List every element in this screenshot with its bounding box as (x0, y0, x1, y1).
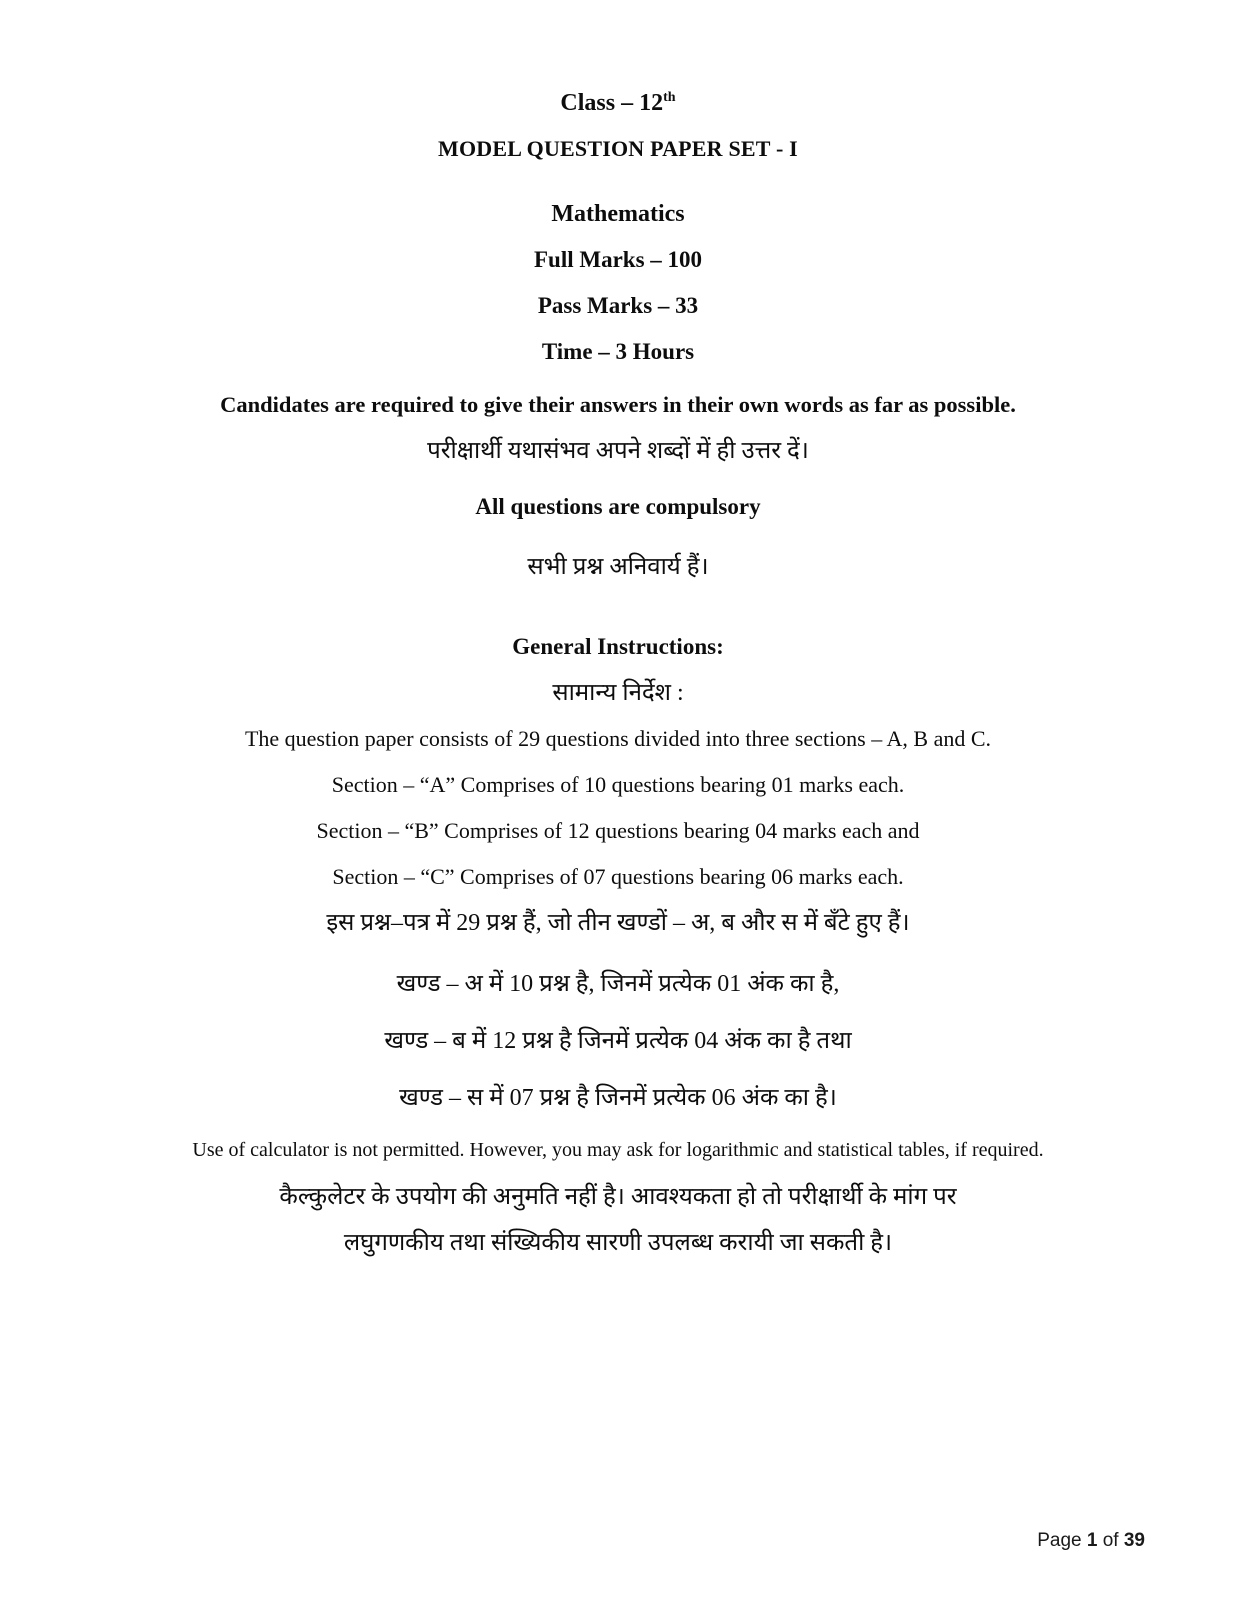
general-instructions-heading-en: General Instructions: (512, 634, 724, 659)
compulsory-note-hi: सभी प्रश्न अनिवार्य हैं। (527, 554, 709, 580)
footer-page-number: 1 (1086, 1530, 1098, 1551)
calculator-note-hi-line2: लघुगणकीय तथा संख्यिकीय सारणी उपलब्ध करायी जा सकती है। (343, 1230, 893, 1256)
instruction-section-c-en: Section – “C” Comprises of 07 questions bearing 06 marks each. (332, 864, 904, 889)
answers-note-hi: परीक्षार्थी यथासंभव अपने शब्दों में ही उत्तर दें। (427, 438, 809, 464)
time-line: Time – 3 Hours (541, 339, 695, 364)
footer-page-word: Page (1037, 1530, 1082, 1551)
compulsory-note-en: All questions are compulsory (475, 494, 761, 519)
instruction-section-a-en: Section – “A” Comprises of 10 questions bearing 01 marks each. (331, 772, 905, 797)
answers-note-en: Candidates are required to give their answers in their own words as far as possible. (220, 392, 1016, 417)
class-title-superscript: th (663, 90, 676, 105)
calculator-note-en: Use of calculator is not permitted. However, you may ask for logarithmic and statistical tables, if required. (192, 1139, 1044, 1161)
pass-marks-line: Pass Marks – 33 (537, 293, 699, 318)
footer-of-word: of (1102, 1530, 1119, 1551)
class-title (136, 80, 1101, 126)
document-content (136, 80, 1101, 1266)
paper-set-title: MODEL QUESTION PAPER SET - I (438, 136, 798, 161)
page-footer (1037, 1530, 1145, 1552)
instruction-overview-hi: इस प्रश्न–पत्र में 29 प्रश्न हैं, जो तीन खण्डों – अ, ब और स में बँटे हुए हैं। (326, 910, 910, 936)
full-marks-line: Full Marks – 100 (533, 247, 703, 272)
instruction-section-b-hi: खण्ड – ब में 12 प्रश्न है जिनमें प्रत्येक 04 अंक का है तथा (384, 1028, 852, 1054)
class-title-text: Class – 12 (560, 90, 664, 116)
instruction-section-b-en: Section – “B” Comprises of 12 questions bearing 04 marks each and (316, 818, 920, 843)
instruction-section-c-hi: खण्ड – स में 07 प्रश्न है जिनमें प्रत्येक 06 अंक का है। (399, 1085, 837, 1111)
calculator-note-hi-line1: कैल्कुलेटर के उपयोग की अनुमति नहीं है। आवश्यकता हो तो परीक्षार्थी के मांग पर (279, 1184, 957, 1210)
instruction-section-a-hi: खण्ड – अ में 10 प्रश्न है, जिनमें प्रत्येक 01 अंक का है, (396, 971, 840, 997)
footer-total-pages: 39 (1123, 1530, 1145, 1551)
general-instructions-heading-hi: सामान्य निर्देश : (552, 680, 684, 706)
instruction-overview-en: The question paper consists of 29 questions divided into three sections – A, B and C. (244, 726, 992, 751)
subject-title: Mathematics (551, 201, 685, 227)
